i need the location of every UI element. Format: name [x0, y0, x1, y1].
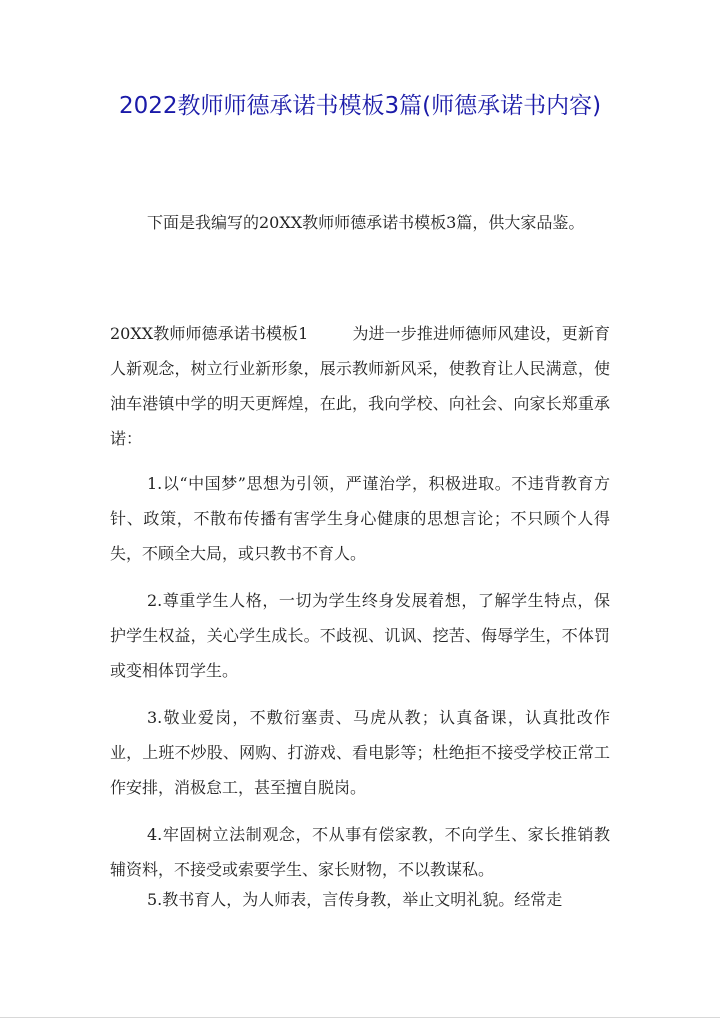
pledge-item-3: 3.敬业爱岗，不敷衍塞责、马虎从教；认真备课，认真批改作业，上班不炒股、网购、打游戏、看电影等；杜绝拒不接受学校正常工作安排，消极怠工，甚至擅自脱岗。	[110, 708, 610, 797]
pledge-item-2: 2.尊重学生人格，一切为学生终身发展着想，了解学生特点，保护学生权益，关心学生成长。不歧视、讥讽、挖苦、侮辱学生，不体罚或变相体罚学生。	[110, 591, 610, 680]
section-label: 20XX教师师德承诺书模板1	[110, 324, 309, 343]
pledge-item-4: 4.牢固树立法制观念，不从事有偿家教，不向学生、家长推销教辅资料，不接受或索要学生、家长财物，不以教谋私。	[110, 825, 610, 879]
section-text: 为进一步推进师德师风建设，更新育人新观念，树立行业新形象，展示教师新风采，使教育让人民满意，使油车港镇中学的明天更辉煌，在此，我向学校、向社会、向家长郑重承诺：	[110, 324, 610, 448]
document-title: 2022教师师德承诺书模板3篇(师德承诺书内容)	[118, 93, 602, 119]
pledge-item-1: 1.以“中国梦”思想为引领，严谨治学，积极进取。不违背教育方针、政策，不散布传播有害学生身心健康的思想言论；不只顾个人得失，不顾全大局，或只教书不育人。	[110, 474, 610, 563]
pledge-item-5: 5.教书育人，为人师表，言传身教，举止文明礼貌。经常走	[147, 890, 563, 909]
section-paragraph	[110, 316, 610, 456]
intro-paragraph: 下面是我编写的20XX教师师德承诺书模板3篇，供大家品鉴。	[147, 213, 585, 232]
